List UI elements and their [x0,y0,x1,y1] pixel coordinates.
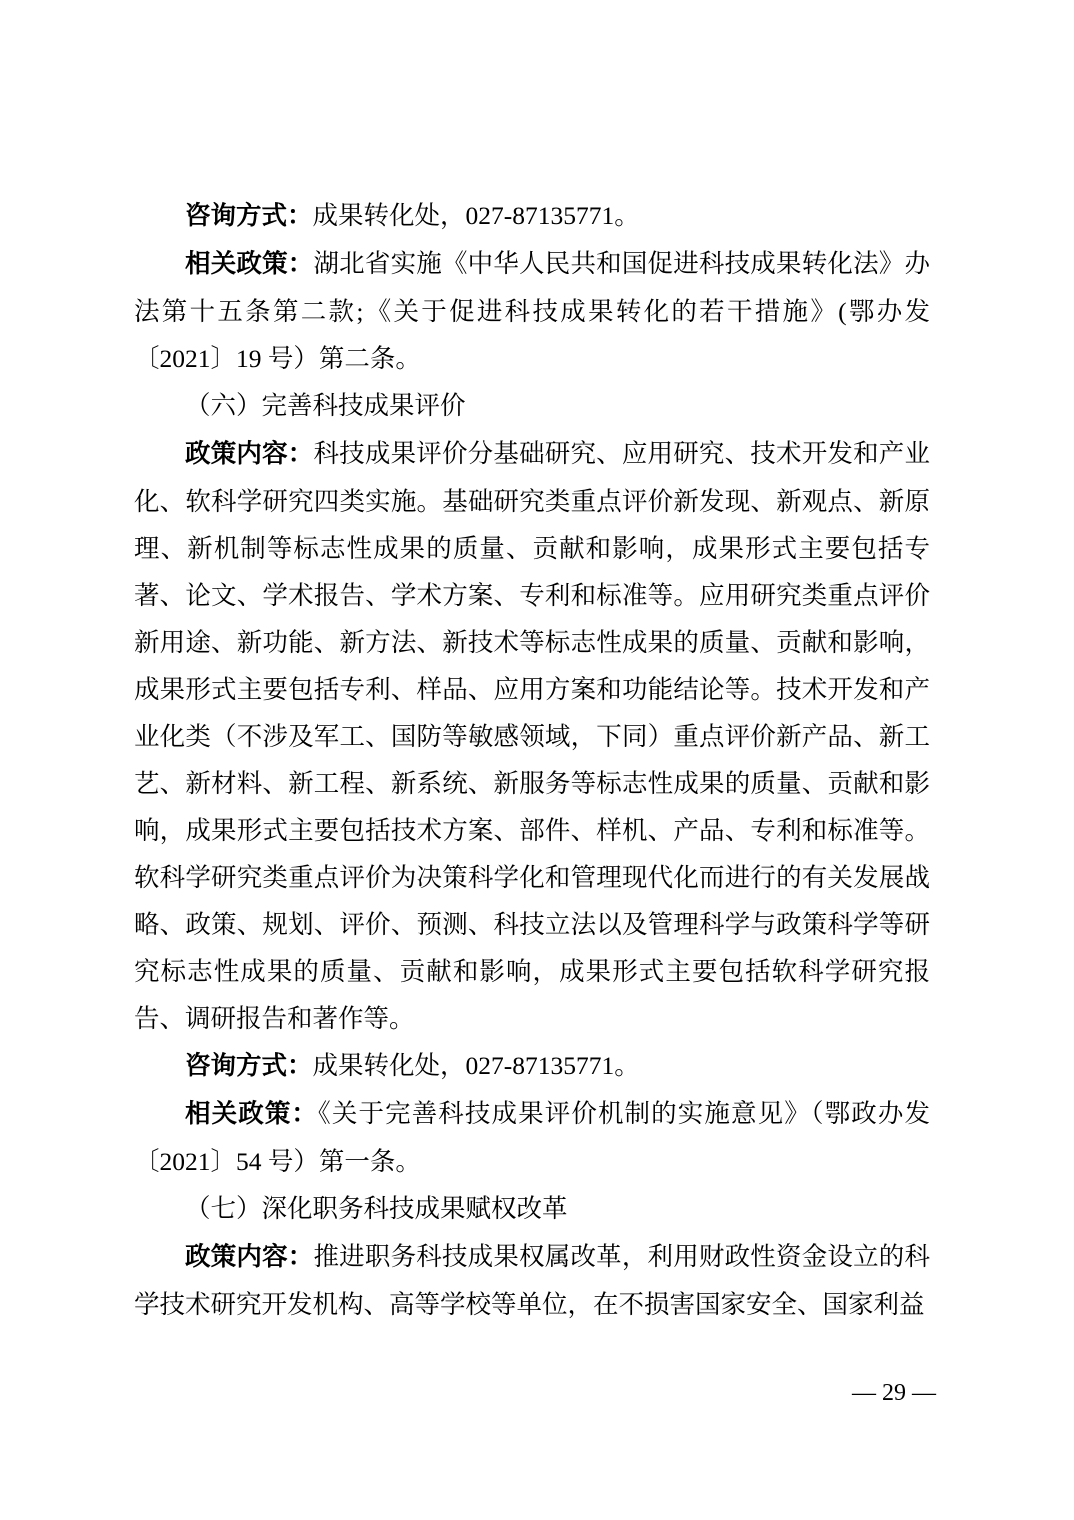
paragraph-label: 相关政策： [185,250,314,278]
section-heading-six [134,382,930,430]
paragraph-label: 政策内容： [185,440,314,468]
paragraph-text: 湖北省实施《中华人民共和国促进科技成果转化法》办法第十五条第二款;《关于促进科技成果转化的若干措施》(鄂办发〔2021〕19 号）第二条。 [134,249,930,373]
paragraph-policy-ref-2 [134,1090,930,1185]
paragraph-label: 政策内容： [185,1243,314,1271]
section-heading-text: （六）完善科技成果评价 [185,391,466,420]
paragraph-text: 成果转化处，027-87135771。 [312,201,640,230]
paragraph-text: 成果转化处，027-87135771。 [312,1051,640,1080]
paragraph-consult-2 [134,1042,930,1090]
paragraph-label: 咨询方式： [185,1052,313,1080]
paragraph-label: 相关政策： [185,1100,319,1128]
paragraph-policy-content-2 [134,1233,930,1328]
paragraph-label: 咨询方式： [185,202,313,230]
paragraph-text: 推进职务科技成果权属改革，利用财政性资金设立的科学技术研究开发机构、高等学校等单位，在不损害国家安全、国家利益 [134,1242,930,1319]
paragraph-consult-1 [134,192,930,240]
page-number: — 29 — [852,1380,936,1406]
paragraph-text: 科技成果评价分基础研究、应用研究、技术开发和产业化、软科学研究四类实施。基础研究类重点评价新发现、新观点、新原理、新机制等标志性成果的质量、贡献和影响，成果形式主要包括专著、论文、学术报告、学术方案、专利和标准等。应用研究类重点评价新用途、新功能、新方法、新技术等标志性成果的质量、贡献和影响，成果形式主要包括专利、样品、应用方案和功能结论等。技术开发和产业化类（不涉及军工、国防等敏感领域，下同）重点评价新产品、新工艺、新材料、新工程、新系统、新服务等标志性成果的质量、贡献和影响，成果形式主要包括技术方案、部件、样机、产品、专利和标准等。软科学研究类重点评价为决策科学化和管理现代化而进行的有关发展战略、政策、规划、评价、预测、科技立法以及管理科学与政策科学等研究标志性成果的质量、贡献和影响，成果形式主要包括软科学研究报告、调研报告和著作等。 [134,439,930,1033]
document-text-block [134,192,930,1328]
paragraph-policy-ref-1 [134,240,930,382]
paragraph-text: 《关于完善科技成果评价机制的实施意见》（鄂政办发〔2021〕54 号）第一条。 [134,1099,930,1176]
section-heading-seven [134,1185,930,1233]
paragraph-policy-content-1 [134,430,930,1042]
section-heading-text: （七）深化职务科技成果赋权改革 [185,1194,568,1223]
